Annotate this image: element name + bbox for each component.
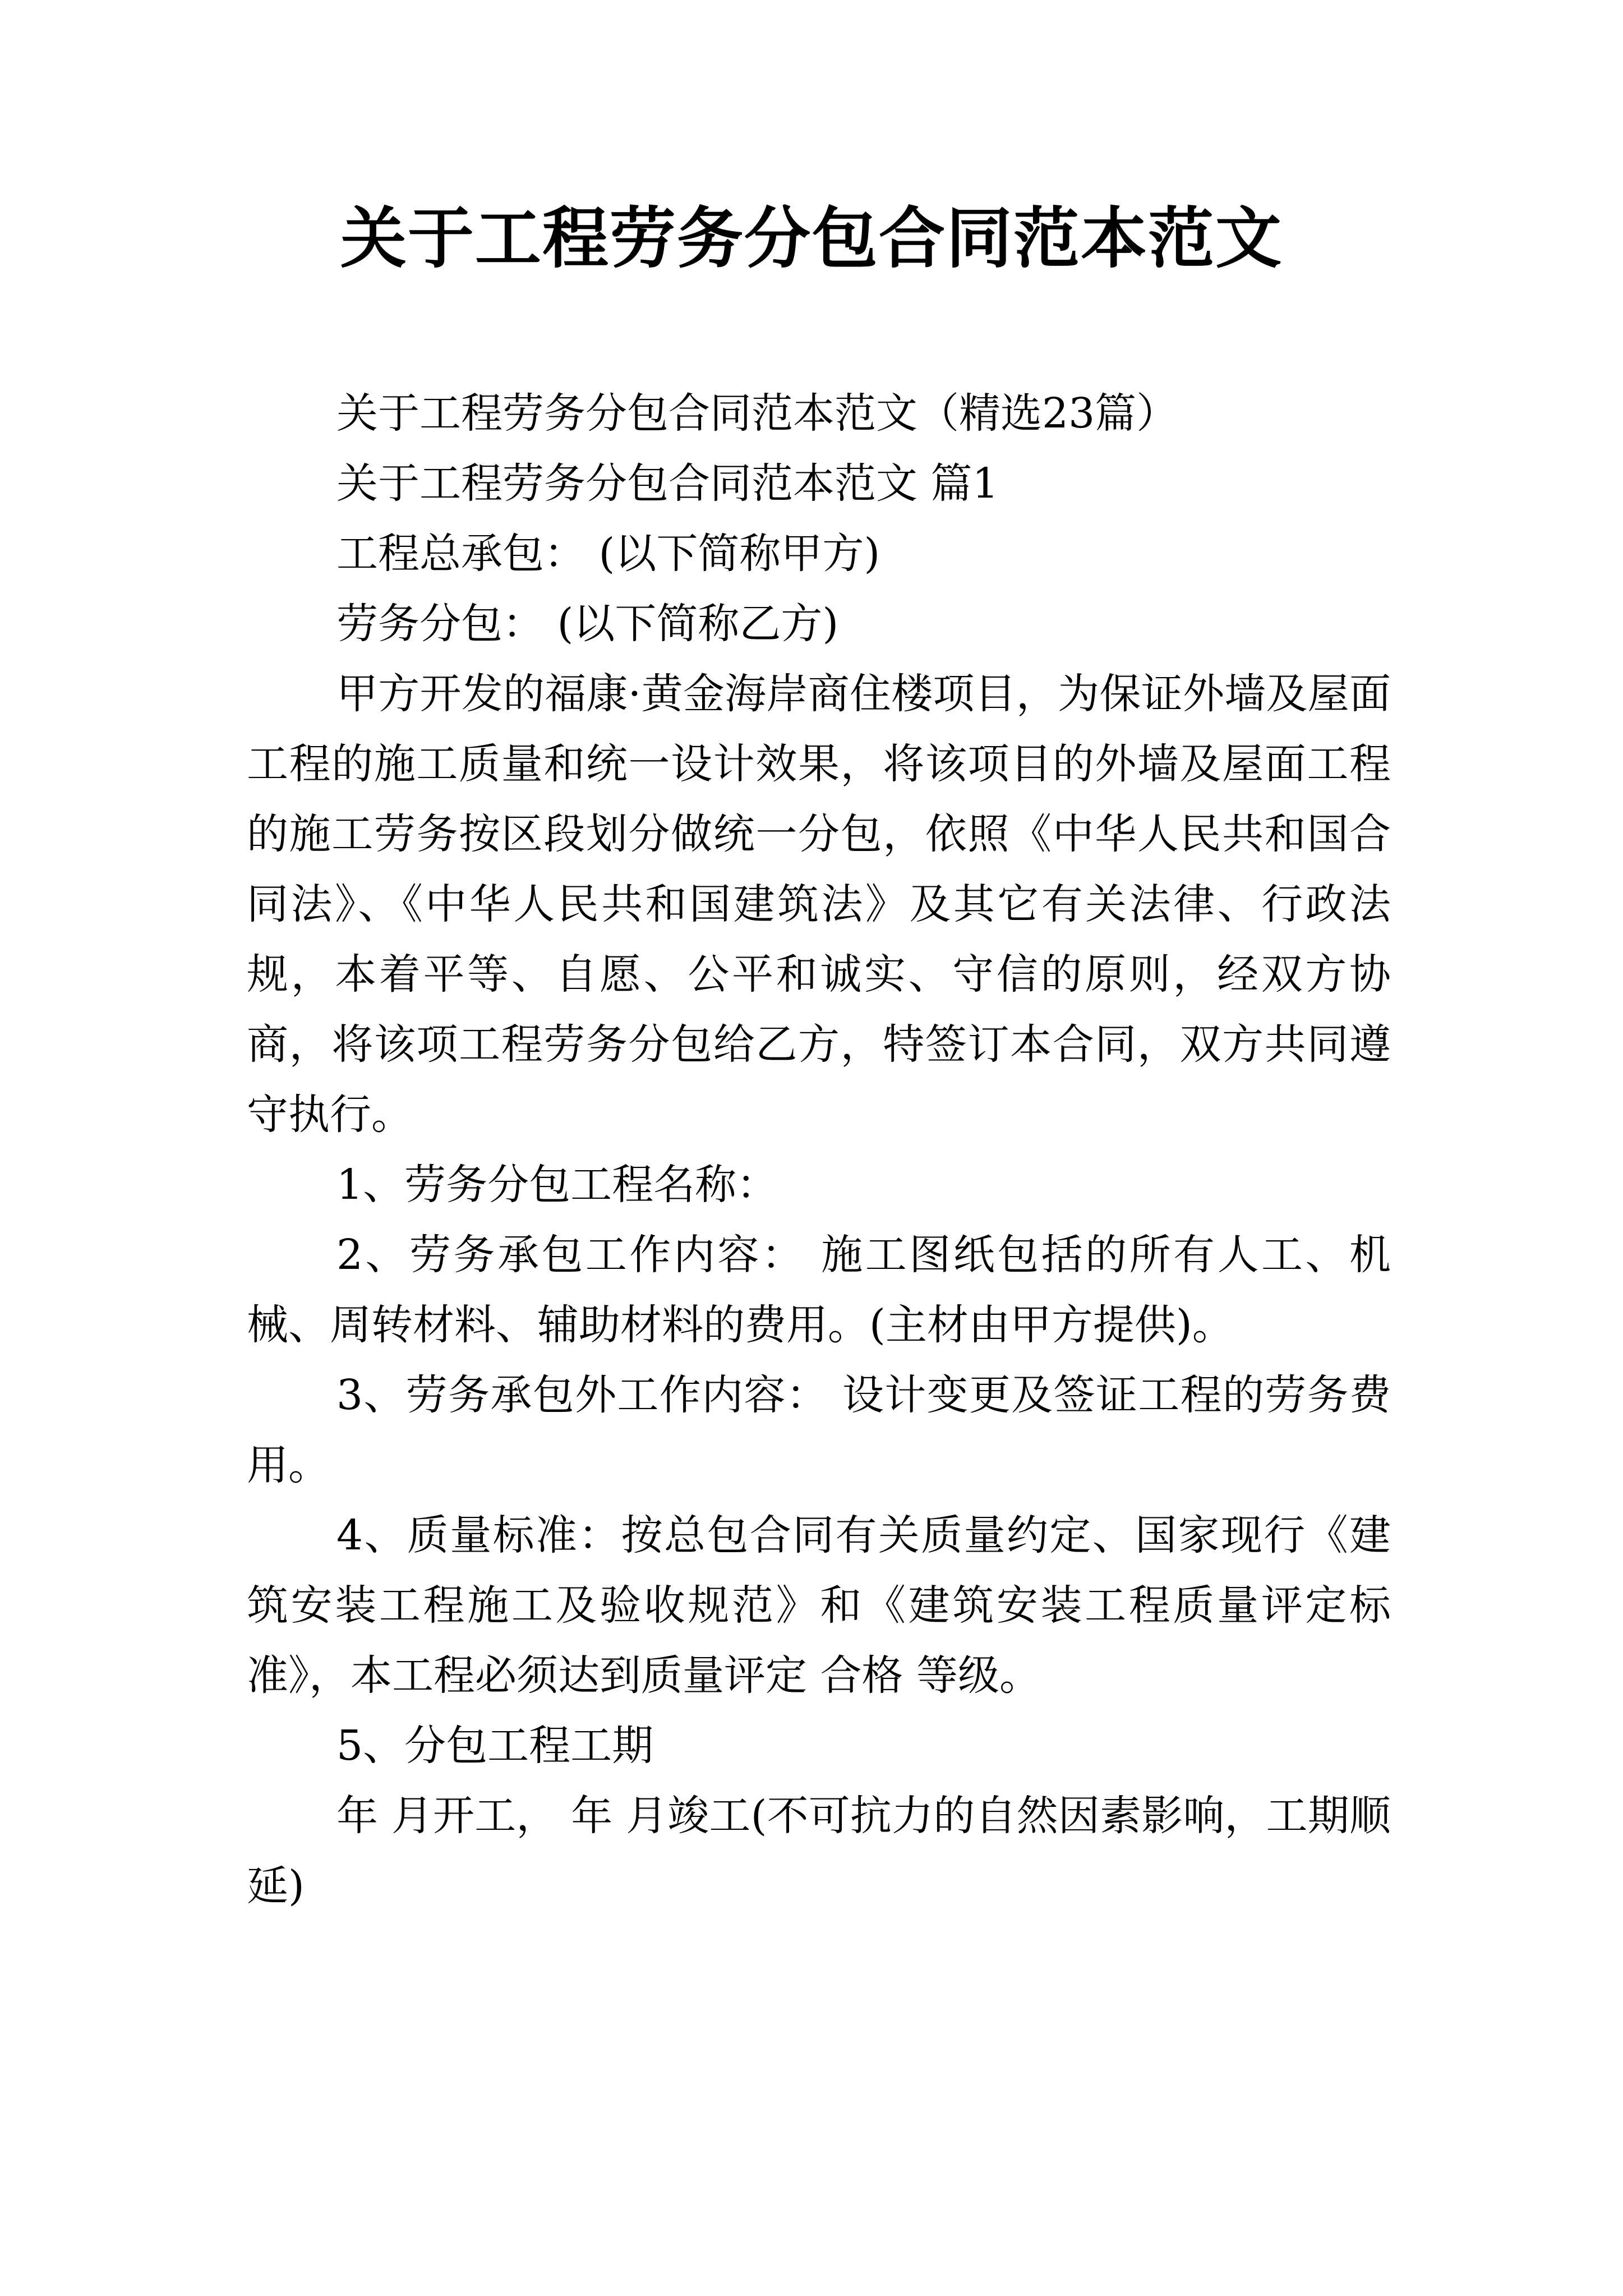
paragraph-clause-3: 3、劳务承包外工作内容： 设计变更及签证工程的劳务费用。 — [247, 1371, 1391, 1489]
paragraph-clause-2: 2、劳务承包工作内容： 施工图纸包括的所有人工、机械、周转材料、辅助材料的费用。(主材由甲方提供)。 — [247, 1231, 1391, 1349]
paragraph-clause-4: 4、质量标准：按总包合同有关质量约定、国家现行《建筑安装工程施工及验收规范》和《建筑安装工程质量评定标准》，本工程必须达到质量评定 合格 等级。 — [247, 1511, 1391, 1700]
document-body — [247, 379, 1391, 1921]
paragraph-subtitle: 关于工程劳务分包合同范本范文（精选23篇） — [336, 389, 1178, 438]
paragraph-section-heading: 关于工程劳务分包合同范本范文 篇1 — [336, 459, 999, 508]
paragraph-party-a: 工程总承包： (以下简称甲方) — [336, 530, 880, 578]
paragraph-preamble: 甲方开发的福康·黄金海岸商住楼项目，为保证外墙及屋面工程的施工质量和统一设计效果，将该项目的外墙及屋面工程的施工劳务按区段划分做统一分包，依照《中华人民共和国合同法》、《中华人民共和国建筑法》及其它有关法律、行政法规，本着平等、自愿、公平和诚实、守信的原则，经双方协商，将该项工程劳务分包给乙方，特签订本合同，双方共同遵守执行。 — [247, 670, 1391, 1139]
paragraph-party-b: 劳务分包： (以下简称乙方) — [336, 600, 839, 648]
document-title: 关于工程劳务分包合同范本范文 — [340, 199, 1283, 277]
paragraph-clause-5: 5、分包工程工期 — [336, 1722, 654, 1770]
paragraph-schedule: 年 月开工， 年 月竣工(不可抗力的自然因素影响，工期顺延) — [247, 1792, 1391, 1910]
paragraph-clause-1: 1、劳务分包工程名称： — [336, 1161, 778, 1209]
